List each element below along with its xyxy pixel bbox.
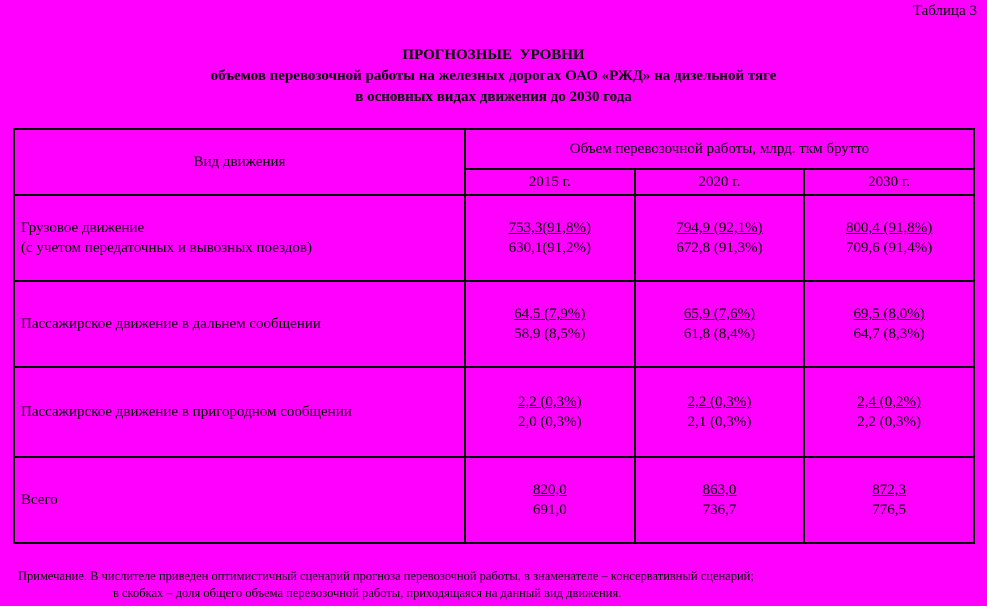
- header-year-2020: 2020 г.: [635, 169, 805, 195]
- value-cell: [804, 367, 974, 457]
- table-row: [14, 281, 974, 367]
- value-cell: [465, 195, 635, 281]
- optimistic-value: 2,4 (0,2%): [857, 394, 922, 410]
- document-title: [0, 45, 987, 108]
- note-line-2: в скобках – доля общего объема перевозочной работы, приходящаяся на данный вид движения.: [113, 586, 622, 600]
- optimistic-value: 65,9 (7,6%): [683, 306, 756, 322]
- conservative-value: 61,8 (8,4%): [683, 326, 756, 342]
- optimistic-value: 863,0: [702, 482, 737, 498]
- header-year-2015: 2015 г.: [465, 169, 635, 195]
- value-cell: [804, 195, 974, 281]
- row-label-line: Грузовое движение: [21, 220, 145, 236]
- conservative-value: 64,7 (8,3%): [853, 326, 925, 342]
- row-label-suburban: Пассажирское движение в пригородном сообщении: [14, 367, 465, 457]
- conservative-value: 58,9 (8,5%): [514, 326, 586, 342]
- row-label-total: Всего: [14, 457, 465, 543]
- value-cell: [804, 457, 974, 543]
- forecast-table: [13, 128, 975, 544]
- table-note: [18, 568, 978, 602]
- table-number-label: Таблица 3: [912, 3, 977, 19]
- title-line-3: в основных видах движения до 2030 года: [355, 89, 632, 105]
- row-label-long-distance: Пассажирское движение в дальнем сообщении: [14, 281, 465, 367]
- header-movement-type: Вид движения: [14, 129, 465, 195]
- table-row: [14, 195, 974, 281]
- title-line-1: ПРОГНОЗНЫЕ УРОВНИ: [402, 47, 585, 63]
- value-cell: [804, 281, 974, 367]
- table-row: [14, 367, 974, 457]
- header-year-2030: 2030 г.: [804, 169, 974, 195]
- value-cell: [635, 281, 805, 367]
- title-line-2: объемов перевозочной работы на железных дорогах ОАО «РЖД» на дизельной тяге: [210, 68, 777, 84]
- conservative-value: 776,5: [872, 502, 907, 518]
- table-row: [14, 457, 974, 543]
- optimistic-value: 820,0: [532, 482, 567, 498]
- conservative-value: 736,7: [702, 502, 737, 518]
- optimistic-value: 753,3(91,8%): [508, 220, 592, 236]
- conservative-value: 691,0: [532, 502, 567, 518]
- value-cell: [635, 457, 805, 543]
- header-volume: Объем перевозочной работы, млрд. ткм брутто: [465, 129, 974, 169]
- conservative-value: 630,1(91,2%): [508, 240, 592, 256]
- value-cell: [465, 367, 635, 457]
- optimistic-value: 800,4 (91,8%): [846, 220, 933, 236]
- optimistic-value: 2,2 (0,3%): [687, 394, 752, 410]
- conservative-value: 709,6 (91,4%): [846, 240, 933, 256]
- row-label-line: (с учетом передаточных и вывозных поездов): [21, 240, 312, 256]
- value-cell: [465, 281, 635, 367]
- optimistic-value: 794,9 (92,1%): [676, 220, 763, 236]
- optimistic-value: 64,5 (7,9%): [514, 306, 586, 322]
- conservative-value: 2,1 (0,3%): [687, 414, 752, 430]
- value-cell: [465, 457, 635, 543]
- conservative-value: 2,2 (0,3%): [857, 414, 922, 430]
- optimistic-value: 69,5 (8,0%): [853, 306, 925, 322]
- value-cell: [635, 195, 805, 281]
- conservative-value: 672,8 (91,3%): [676, 240, 763, 256]
- value-cell: [635, 367, 805, 457]
- conservative-value: 2,0 (0,3%): [517, 414, 582, 430]
- row-label-freight: [14, 195, 465, 281]
- optimistic-value: 2,2 (0,3%): [517, 394, 582, 410]
- note-line-1: Примечание. В числителе приведен оптимистичный сценарий прогноза перевозочной работы, в знаменателе – консервативный сценарий;: [18, 569, 754, 583]
- optimistic-value: 872,3: [872, 482, 907, 498]
